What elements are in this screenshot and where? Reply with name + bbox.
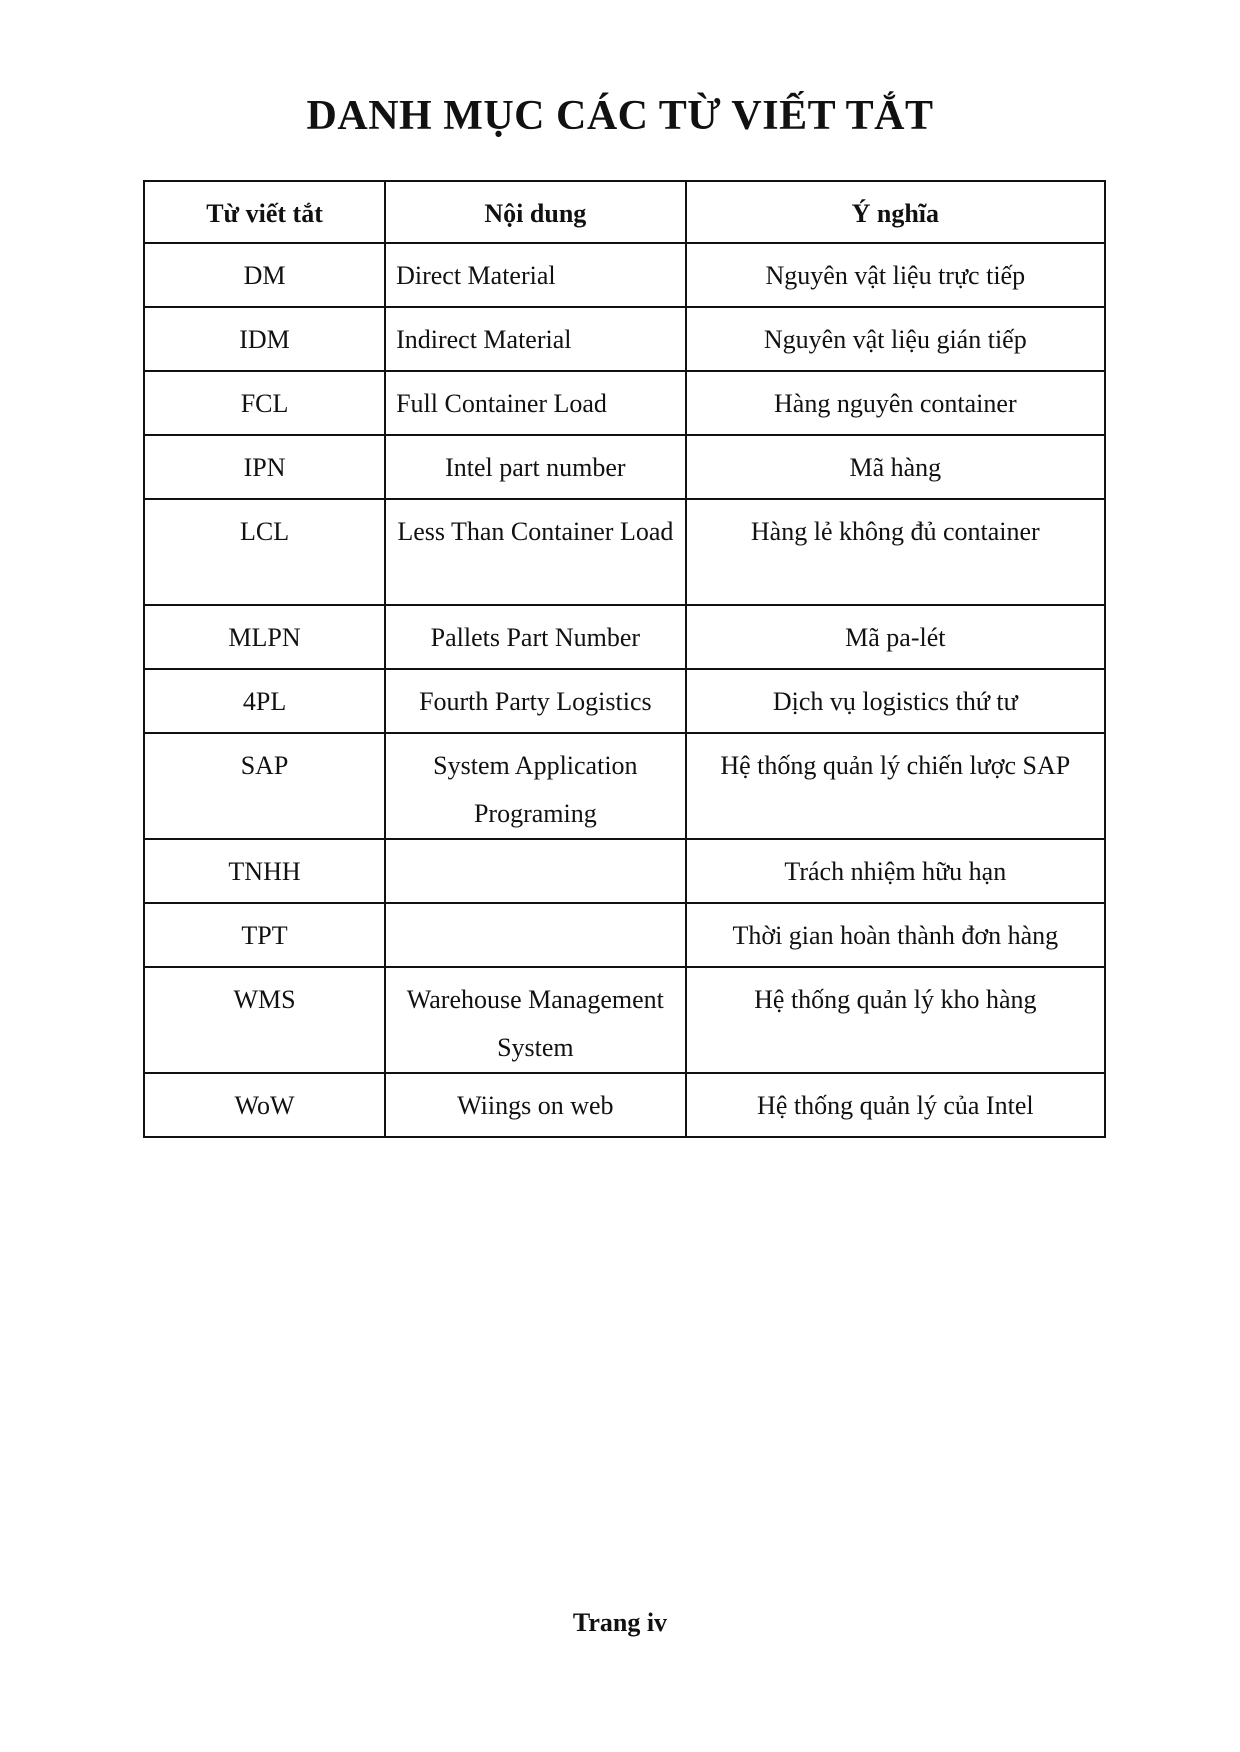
table-row (144, 435, 1105, 499)
meaning-cell: Mã hàng (686, 435, 1105, 499)
content-cell: Fourth Party Logistics (385, 669, 686, 733)
table-row (144, 967, 1105, 1073)
table-row (144, 243, 1105, 307)
meaning-cell: Mã pa-lét (686, 605, 1105, 669)
content-cell: Indirect Material (385, 307, 686, 371)
content-cell: System Application Programing (385, 733, 686, 839)
abbr-cell: LCL (144, 499, 385, 605)
page-number: Trang iv (572, 1608, 668, 1637)
content-cell: Direct Material (385, 243, 686, 307)
meaning-cell: Hệ thống quản lý chiến lược SAP (686, 733, 1105, 839)
content-cell: Pallets Part Number (385, 605, 686, 669)
content-cell: Warehouse Management System (385, 967, 686, 1073)
meaning-cell: Hệ thống quản lý của Intel (686, 1073, 1105, 1137)
table-header-row (144, 181, 1105, 243)
header-meaning: Ý nghĩa (686, 181, 1105, 243)
header-content: Nội dung (385, 181, 686, 243)
abbr-cell: SAP (144, 733, 385, 839)
meaning-cell: Thời gian hoàn thành đơn hàng (686, 903, 1105, 967)
abbr-cell: DM (144, 243, 385, 307)
abbr-cell: WoW (144, 1073, 385, 1137)
content-cell: Full Container Load (385, 371, 686, 435)
abbr-cell: TPT (144, 903, 385, 967)
abbr-cell: IPN (144, 435, 385, 499)
table-row (144, 903, 1105, 967)
content-cell: Intel part number (385, 435, 686, 499)
meaning-cell: Hàng nguyên container (686, 371, 1105, 435)
content-cell (385, 839, 686, 903)
abbr-cell: 4PL (144, 669, 385, 733)
meaning-cell: Nguyên vật liệu gián tiếp (686, 307, 1105, 371)
meaning-cell: Nguyên vật liệu trực tiếp (686, 243, 1105, 307)
abbr-cell: MLPN (144, 605, 385, 669)
abbreviation-table (143, 180, 1106, 1138)
table-row (144, 1073, 1105, 1137)
page-title: DANH MỤC CÁC TỪ VIẾT TẮT (306, 93, 934, 139)
content-cell: Wiings on web (385, 1073, 686, 1137)
meaning-cell: Hàng lẻ không đủ container (686, 499, 1105, 605)
content-cell: Less Than Container Load (385, 499, 686, 605)
table-row (144, 499, 1105, 605)
meaning-cell: Hệ thống quản lý kho hàng (686, 967, 1105, 1073)
table-row (144, 839, 1105, 903)
table-row (144, 371, 1105, 435)
abbr-cell: TNHH (144, 839, 385, 903)
table-row (144, 669, 1105, 733)
meaning-cell: Trách nhiệm hữu hạn (686, 839, 1105, 903)
table-row (144, 733, 1105, 839)
abbr-cell: FCL (144, 371, 385, 435)
meaning-cell: Dịch vụ logistics thứ tư (686, 669, 1105, 733)
table-row (144, 605, 1105, 669)
abbr-cell: IDM (144, 307, 385, 371)
header-abbreviation: Từ viết tắt (144, 181, 385, 243)
content-cell (385, 903, 686, 967)
abbr-cell: WMS (144, 967, 385, 1073)
table-row (144, 307, 1105, 371)
